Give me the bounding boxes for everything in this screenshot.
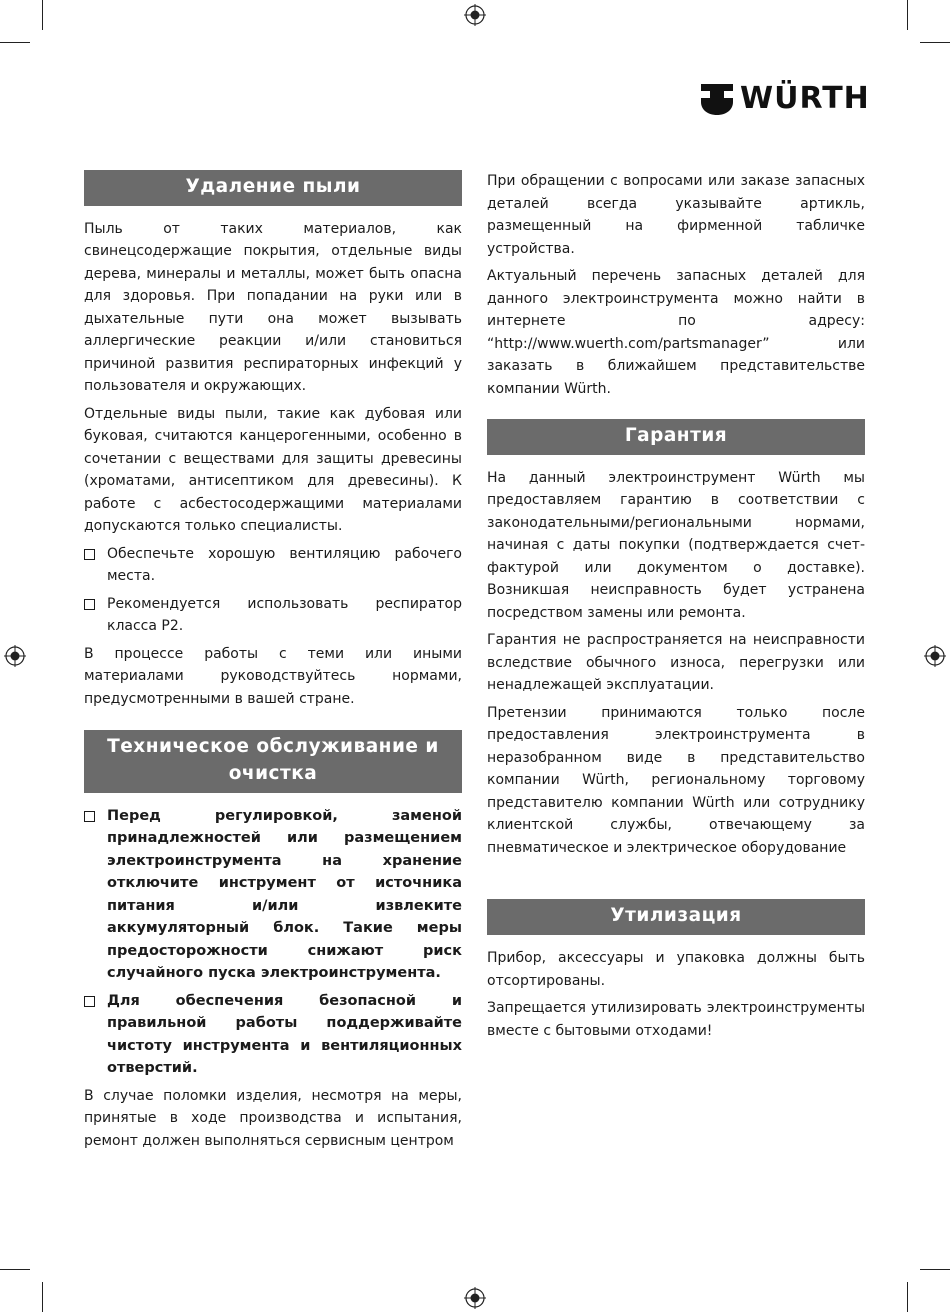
dust-paragraph-3: В процессе работы с теми или иными материалами руководствуйтесь нормами, предусмотренными в вашей стране. xyxy=(84,645,462,707)
crop-mark xyxy=(920,1269,950,1270)
dust-heading: Удаление пыли xyxy=(84,170,462,206)
dust-paragraph-2: Отдельные виды пыли, такие как дубовая или буковая, считаются канцерогенными, особенно в сочетании с веществами для защиты древесины (хроматами, антисептиком для древесины). К работе с асбестосодержащими материалами допускаются только специалисты. xyxy=(84,405,462,535)
logo-text: WÜRTH xyxy=(740,81,870,116)
maintenance-bullet xyxy=(84,805,462,985)
crop-mark xyxy=(42,1282,43,1312)
maintenance-bullet xyxy=(84,990,462,1080)
warranty-paragraph-3: Претензии принимаются только после предоставления электроинструмента в неразобранном виде в представительство компании Würth, региональному торговому представителю компании Würth или сотруднику клиентской службы, отвечающему за пневматическое и электрическое оборудование xyxy=(487,704,865,856)
registration-mark-icon xyxy=(464,4,486,26)
left-column xyxy=(84,170,462,1152)
checkbox-icon xyxy=(84,549,95,560)
disposal-paragraph-2: Запрещается утилизировать электроинструменты вместе с бытовыми отходами! xyxy=(487,1000,865,1039)
crop-mark xyxy=(920,42,950,43)
registration-mark-icon xyxy=(464,1287,486,1309)
parts-paragraph-2: Актуальный перечень запасных деталей для данного электроинструмента можно найти в интернете по адресу: “http://www.wuerth.com/partsmanager” или заказать в ближайшем представительстве компании Würth. xyxy=(487,268,865,397)
maintenance-heading: Техническое обслуживание и очистка xyxy=(84,730,462,793)
maintenance-bullet-text: Для обеспечения безопасной и правильной работы поддерживайте чистоту инструмента и вентиляционных отверстий. xyxy=(107,992,462,1077)
warranty-paragraph-2: Гарантия не распространяется на неисправности вследствие обычного износа, перегрузки или ненадлежащей эксплуатации. xyxy=(487,632,865,694)
parts-paragraph-1: При обращении с вопросами или заказе запасных деталей всегда указывайте артикль, размещенный на фирменной табличке устройства. xyxy=(487,173,865,257)
crop-mark xyxy=(907,0,908,30)
warranty-heading: Гарантия xyxy=(487,419,865,455)
maintenance-paragraph-1: В случае поломки изделия, несмотря на меры, принятые в ходе производства и испытания, ремонт должен выполняться сервисным центром xyxy=(84,1087,462,1149)
checkbox-icon xyxy=(84,811,95,822)
registration-mark-icon xyxy=(4,645,26,667)
disposal-heading: Утилизация xyxy=(487,899,865,935)
registration-mark-icon xyxy=(924,645,946,667)
right-column xyxy=(487,170,865,1042)
crop-mark xyxy=(42,0,43,30)
dust-bullet-text: Обеспечьте хорошую вентиляцию рабочего места. xyxy=(107,545,462,585)
wurth-logo xyxy=(700,82,870,116)
dust-bullet xyxy=(84,593,462,638)
dust-paragraph-1: Пыль от таких материалов, как свинецсодержащие покрытия, отдельные виды дерева, минералы и металлы, может быть опасна для здоровья. При попадании на руки или в дыхательные пути она может вызывать аллергические реакции и/или становиться причиной развития респираторных инфекций у пользователя и окружающих. xyxy=(84,220,462,395)
dust-bullet xyxy=(84,543,462,588)
wurth-logo-icon xyxy=(700,82,734,116)
dust-bullet-text: Рекомендуется использовать респиратор класса P2. xyxy=(107,595,462,635)
maintenance-bullet-text: Перед регулировкой, заменой принадлежностей или размещением электроинструмента на хранение отключите инструмент от источника питания и/или извлеките аккумуляторный блок. Такие меры предосторожности снижают риск случайного пуска электроинструмента. xyxy=(107,807,462,982)
disposal-paragraph-1: Прибор, аксессуары и упаковка должны быть отсортированы. xyxy=(487,950,865,989)
crop-mark xyxy=(0,42,30,43)
crop-mark xyxy=(0,1269,30,1270)
crop-mark xyxy=(907,1282,908,1312)
checkbox-icon xyxy=(84,599,95,610)
warranty-paragraph-1: На данный электроинструмент Würth мы предоставляем гарантию в соответствии с законодательными/региональными нормами, начиная с даты покупки (подтверждается счет-фактурой или документом о доставке). Возникшая неисправность будет устранена посредством замены или ремонта. xyxy=(487,469,865,621)
checkbox-icon xyxy=(84,996,95,1007)
